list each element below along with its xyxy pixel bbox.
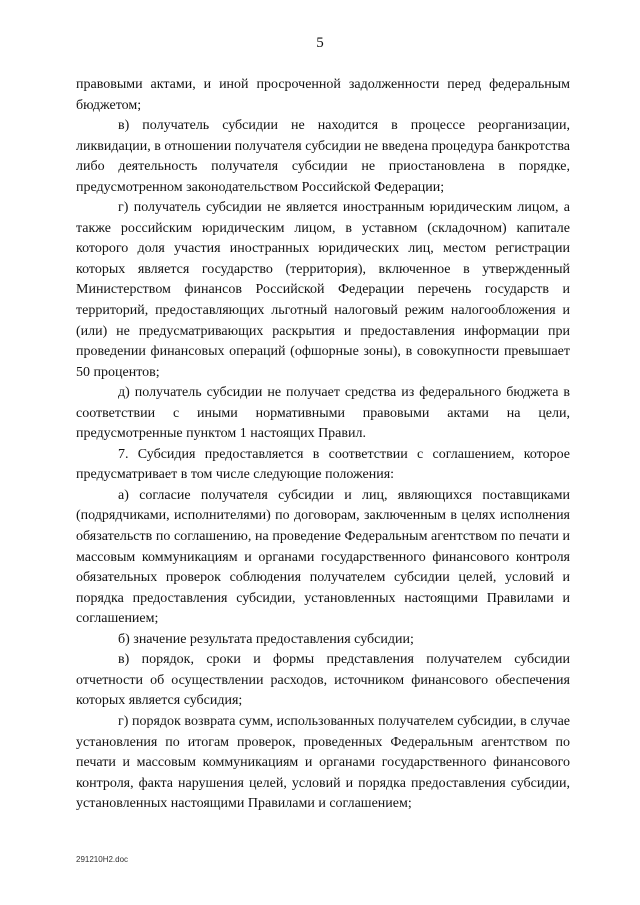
paragraph-clause-7: 7. Субсидия предоставляется в соответствии с соглашением, которое предусматривает в том числе следующие положения: [76, 446, 570, 483]
paragraph-continuation: правовыми актами, и иной просроченной задолженности перед федеральным бюджетом; [76, 77, 570, 113]
page-number: 5 [316, 35, 324, 51]
document-body [76, 75, 570, 815]
paragraph-clause-7-v: в) порядок, сроки и формы представления получателем субсидии отчетности об осуществлении расходов, источником финансового обеспечения которых является субсидия; [76, 652, 570, 709]
footer-document-code: 291210H2.doc [76, 855, 129, 864]
paragraph-item-d: д) получатель субсидии не получает средства из федерального бюджета в соответствии с иными нормативными правовыми актами на цели, предусмотренные пунктом 1 настоящих Правил. [76, 385, 570, 442]
paragraph-item-v: в) получатель субсидии не находится в процессе реорганизации, ликвидации, в отношении получателя субсидии не введена процедура банкротства либо деятельность получателя субсидии не приостановлена в порядке, предусмотренном законодательством Российской Федерации; [76, 118, 570, 195]
paragraph-item-g: г) получатель субсидии не является иностранным юридическим лицом, а также российским юридическим лицом, в уставном (складочном) капитале которого доля участия иностранных юридических лиц, местом регистрации которых является государство (территория), включенное в утвержденный Министерством финансов Российской Федерации перечень государств и территорий, предоставляющих льготный налоговый режим налогообложения и (или) не предусматривающих раскрытия и предоставления информации при проведении финансовых операций (офшорные зоны), в совокупности превышает 50 процентов; [76, 200, 570, 380]
paragraph-clause-7-g: г) порядок возврата сумм, использованных получателем субсидии, в случае установления по итогам проверок, проведенных Федеральным агентством по печати и массовым коммуникациям и органами государственного финансового контроля, факта нарушения целей, условий и порядка предоставления субсидии, установленных настоящими Правилами и соглашением; [76, 713, 570, 812]
paragraph-clause-7-a: а) согласие получателя субсидии и лиц, являющихся поставщиками (подрядчиками, исполнителями) по договорам, заключенным в целях исполнения обязательств по соглашению, на проведение Федеральным агентством по печати и массовым коммуникациям и органами государственного финансового контроля обязательных проверок соблюдения получателем субсидии целей, условий и порядка предоставления субсидии, установленных настоящими Правилами и соглашением; [76, 487, 570, 627]
paragraph-clause-7-b: б) значение результата предоставления субсидии; [118, 631, 414, 647]
